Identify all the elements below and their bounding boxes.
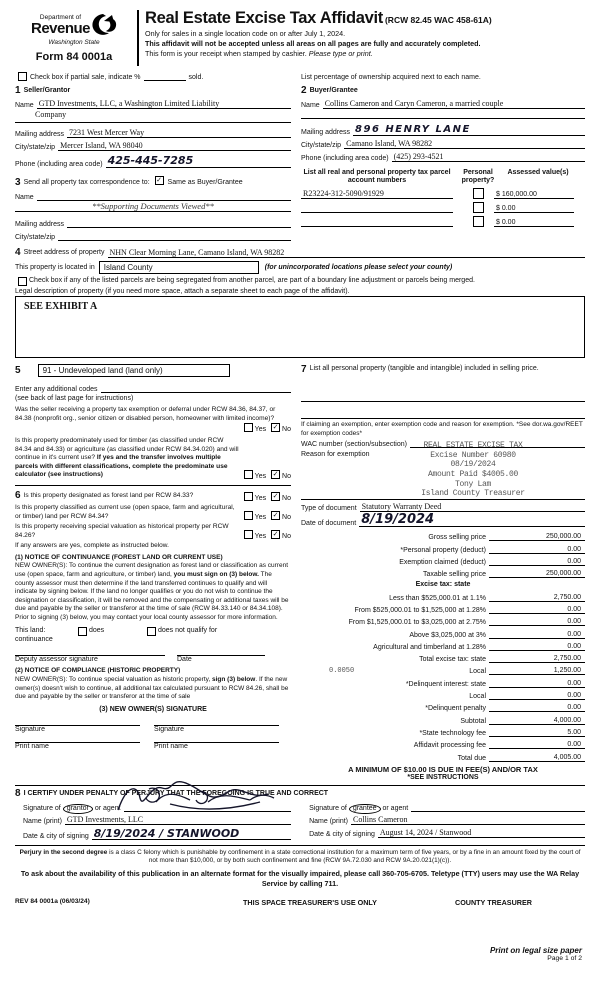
section1-number: 1 — [15, 85, 21, 96]
notice1-body: NEW OWNER(S): To continue the current designation as forest land or classification as current use (open space, farm and agriculture, or timber) land, you must sign on (3) below. The county assessor must then determine if the land transferred continues to qualify and will indicate by signing below. If the land no longer qualifies or you do not wish to continue the designation or classification, it will be removed and the compensating or additional taxes will be due and payable by the seller or transferor at the time of sale (RCW 84.33.140 or 84.34.108). Prior to signing (3) below, you may contact your local county assessor for more information. — [15, 562, 289, 621]
money-row-label: Total excise tax: state — [419, 656, 486, 664]
money-row-label: Local — [469, 668, 486, 676]
money-row-value[interactable]: 5.00 — [489, 729, 585, 737]
personal-property-checkbox[interactable] — [473, 188, 484, 199]
perjury-note: Perjury in the second degree is a class C felony which is punishable by confinement in a state correctional institution for a maximum term of five years, or by a fine in an amount fixed by the court of not more than $10,000, or by both such confinement and fine (RCW 9A.72.030 and RCW 9A.20.021(1)(c)). — [19, 848, 581, 864]
parcel-number-field[interactable] — [301, 226, 453, 227]
timber-question-bold: If yes and the transfer involves multiple parcels with different classifications, complete the predominate use calculator (see instructions) — [15, 454, 228, 479]
buyer-heading: Buyer/Grantee — [309, 87, 358, 94]
signature-label: Signature — [154, 725, 184, 733]
stamp-line: Tony Lam — [454, 479, 491, 489]
yes-label: Yes — [254, 426, 267, 434]
grantee-name-field[interactable]: Collins Cameron — [351, 815, 585, 825]
money-row-value[interactable]: 250,000.00 — [489, 533, 585, 541]
personal-property-field-1[interactable] — [301, 375, 585, 402]
segregated-checkbox[interactable] — [18, 277, 27, 286]
county-treasurer-label: COUNTY TREASURER — [455, 897, 532, 907]
money-row-value[interactable]: 0.00 — [489, 618, 585, 626]
assessed-value-field[interactable]: $ 160,000.00 — [494, 191, 574, 199]
money-row-value[interactable]: 0.00 — [489, 680, 585, 688]
header-note-2: This affidavit will not be accepted unless all areas on all pages are fully and accurately completed. — [145, 39, 481, 49]
grantor-date-label: Date & city of signing — [23, 832, 89, 840]
money-row-label: Above $3,025,000 at 3% — [409, 631, 486, 639]
legal-description-label: Legal description of property (if you need more space, attach a separate sheet to each page of the affidavit). — [15, 288, 350, 295]
section2-number: 2 — [301, 85, 307, 96]
supporting-documents-stamp: **Supporting Documents Viewed** — [15, 201, 291, 212]
current-use-question: Is this property classified as current use (open space, farm and agricultural, or timber) land per RCW 84.34? — [15, 503, 235, 520]
section3-number: 3 — [15, 177, 21, 188]
grantee-signature-field[interactable] — [411, 802, 585, 812]
q6c-no-checkbox[interactable]: ✓ — [272, 531, 279, 539]
no-label: No — [282, 494, 291, 502]
money-row-label: Affidavit processing fee — [413, 742, 486, 750]
type-of-document-label: Type of document — [301, 505, 357, 513]
grantee-sig-label: Signature of grantee or agent — [309, 804, 409, 812]
partial-sold-label: sold. — [188, 74, 204, 81]
header-divider — [137, 10, 139, 66]
section8-number: 8 — [15, 787, 21, 799]
county-note: (for unincorporated locations please select your county) — [264, 264, 453, 271]
section5-number: 5 — [15, 365, 21, 376]
new-owner-signature-title: (3) NEW OWNER(S) SIGNATURE — [99, 705, 207, 713]
notice2-title: (2) NOTICE OF COMPLIANCE (HISTORIC PROPERTY) — [15, 667, 181, 675]
money-row-label: From $525,000.01 to $1,525,000 at 1.28% — [354, 606, 486, 614]
buyer-mailing-label: Mailing address — [301, 129, 351, 136]
section4-number: 4 — [15, 247, 21, 258]
money-row-label: *Delinquent penalty — [425, 705, 486, 713]
codes-note: (see back of last page for instructions) — [15, 395, 134, 402]
partial-percent-field[interactable] — [144, 80, 186, 81]
minimum-due-note: A MINIMUM OF $10.00 IS DUE IN FEE(S) AND/OR TAX — [348, 764, 538, 774]
print-name-label: Print name — [15, 742, 49, 750]
notice2-body: NEW OWNER(S): To continue special valuation as historic property, sign (3) below. If the new owner(s) doesn't wish to continue, all additional tax calculated pursuant to RCW 84.26, shall be due and payable by the seller or transferor at the time of sale — [15, 675, 289, 701]
money-row-value[interactable]: 0.00 — [489, 546, 585, 554]
assessed-value-field[interactable]: $ 0.00 — [494, 219, 574, 227]
same-as-buyer-label: Same as Buyer/Grantee — [167, 179, 243, 186]
yes-label: Yes — [254, 533, 267, 541]
seller-csz-field[interactable]: Mercer Island, WA 98040 — [58, 141, 291, 151]
exemption-note: If claiming an exemption, enter exemption code and reason for exemption. *See dor.wa.gov/REET for exemption codes* — [301, 421, 583, 437]
grantor-date-field[interactable]: 8/19/2024 / STANWOOD — [92, 828, 291, 840]
historic-question: Is this property receiving special valuation as historical property per RCW 84.26? — [15, 523, 229, 539]
page-title: Real Estate Excise Tax Affidavit — [145, 9, 384, 27]
partial-sale-checkbox[interactable] — [18, 72, 27, 81]
ownership-note: List percentage of ownership acquired next to each name. — [301, 74, 481, 81]
no-label: No — [282, 533, 291, 541]
parcel-row — [301, 185, 585, 199]
this-land-label: This land: — [15, 627, 46, 635]
parcel-row — [301, 199, 585, 213]
parcel-table — [301, 169, 585, 227]
money-row-value[interactable]: 0.00 — [489, 692, 585, 700]
header — [15, 8, 585, 66]
money-row-label: From $1,525,000.01 to $3,025,000 at 2.75% — [348, 619, 486, 627]
forest-land-question: Is this property designated as forest land per RCW 84.33? — [23, 491, 194, 499]
personal-property-checkbox[interactable] — [473, 216, 484, 227]
page-number: Page 1 of 2 — [547, 955, 582, 962]
does-checkbox[interactable] — [78, 627, 87, 636]
alternate-format-note: To ask about the availability of this publication in an alternate format for the visually impaired, please call 360-705-6705. Teletype (TTY) users may use the WA Relay Service by calling 711. — [20, 869, 580, 888]
yes-label: Yes — [254, 514, 267, 522]
dor-logo — [15, 8, 133, 63]
located-in-label: This property is located in — [15, 264, 95, 271]
money-row-value[interactable]: 4,000.00 — [489, 717, 585, 725]
date-of-document-field[interactable]: 8/19/2024 — [359, 513, 585, 527]
seller-name-field[interactable]: GTD Investments, LLC, a Washington Limited Liability — [37, 99, 291, 109]
stamp-line: Island County Treasurer — [421, 489, 525, 499]
corr-mailing-label: Mailing address — [15, 221, 65, 228]
partial-sale-label: Check box if partial sale, indicate % — [30, 74, 141, 81]
grantor-name-field[interactable]: GTD Investments, LLC — [65, 815, 291, 825]
personal-property-col-header: Personal property? — [461, 169, 495, 185]
money-row-value[interactable]: 0.00 — [489, 631, 585, 639]
seller-name-field-line2[interactable]: Company — [35, 110, 67, 119]
see-instructions-note: *SEE INSTRUCTIONS — [407, 773, 479, 781]
stamp-line: Excise Number 60980 — [430, 450, 516, 460]
grantee-date-label: Date & city of signing — [309, 830, 375, 838]
legal-description-value: SEE EXHIBIT A — [24, 301, 98, 312]
land-use-code-select[interactable]: 91 - Undeveloped land (land only) — [38, 364, 230, 377]
money-row-label: *Personal property (deduct) — [400, 546, 486, 554]
print-legal-size-note: Print on legal size paper — [489, 946, 582, 955]
deputy-assessor-label: Deputy assessor signature — [15, 656, 98, 664]
legal-description-box[interactable] — [15, 296, 585, 358]
no-label: No — [282, 426, 291, 434]
corr-csz-label: City/state/zip — [15, 234, 56, 241]
corr-mailing-field[interactable] — [67, 218, 291, 228]
buyer-mailing-field[interactable]: 896 HENRY LANE — [353, 124, 585, 136]
money-row-value[interactable]: 0.00 — [489, 741, 585, 749]
buyer-name-field[interactable]: Collins Cameron and Caryn Cameron, a married couple — [323, 99, 585, 109]
corr-csz-field[interactable] — [58, 231, 291, 241]
grantor-signature-field[interactable] — [124, 802, 292, 812]
q2-yes-checkbox[interactable] — [244, 470, 253, 479]
treasurer-use-only-label: THIS SPACE TREASURER'S USE ONLY — [243, 897, 377, 907]
segregated-label: Check box if any of the listed parcels are being segregated from another parcel, are part of a boundary line adjustment or parcels being merged. — [29, 277, 475, 284]
grantee-date-field[interactable]: August 14, 2024 / Stanwood — [378, 828, 585, 838]
certify-heading: I CERTIFY UNDER PENALTY OF PERJURY THAT THE FOREGOING IS TRUE AND CORRECT — [23, 789, 329, 797]
corr-name-label: Name — [15, 194, 34, 201]
stamp-line: 08/19/2024 — [450, 460, 496, 470]
parcel-number-field[interactable] — [301, 212, 453, 213]
money-row-value[interactable]: 0.00 — [489, 606, 585, 614]
excise-tax-state-heading: Excise tax: state — [415, 581, 471, 589]
money-row-label: Subtotal — [460, 717, 486, 725]
q6b-yes-checkbox[interactable] — [244, 511, 253, 520]
exemption-question: Was the seller receiving a property tax exemption or deferral under RCW 84.36, 84.37, or 84.38 (nonprofit org., senior citizen or disabled person, homeowner with limited income)? — [15, 406, 276, 422]
money-row-label: Total due — [457, 754, 486, 762]
parcel-row — [301, 213, 585, 227]
no-label: No — [282, 514, 291, 522]
money-row-label: Exemption claimed (deduct) — [399, 559, 486, 567]
assessed-value-field[interactable]: $ 0.00 — [494, 205, 574, 213]
grantor-sig-label: Signature of grantor or agent — [23, 804, 121, 812]
seller-csz-label: City/state/zip — [15, 144, 56, 151]
money-row-value[interactable]: 0.00 — [489, 643, 585, 651]
q6b-no-checkbox[interactable]: ✓ — [272, 512, 279, 520]
personal-property-checkbox[interactable] — [473, 202, 484, 213]
money-row-value[interactable]: 250,000.00 — [489, 570, 585, 578]
yes-label: Yes — [254, 472, 267, 480]
q2-no-checkbox[interactable]: ✓ — [272, 470, 279, 478]
same-as-buyer-checkbox[interactable]: ✓ — [156, 177, 163, 184]
street-address-label: Street address of property — [23, 249, 105, 256]
dor-swirl-icon — [91, 13, 117, 39]
local-rate-value: 0.0050 — [329, 667, 355, 676]
q6c-yes-checkbox[interactable] — [244, 530, 253, 539]
date-of-document-label: Date of document — [301, 520, 357, 528]
money-row-label: *Delinquent interest: state — [405, 680, 486, 688]
money-row-label: Taxable selling price — [422, 571, 486, 579]
date-label: Date — [177, 656, 192, 664]
continuance-label: continuance — [15, 636, 53, 644]
money-row-value[interactable]: 0.00 — [489, 558, 585, 566]
grantor-circled-word: grantor — [63, 804, 93, 814]
does-not-label: does not qualify for — [158, 627, 218, 635]
q6a-no-checkbox[interactable]: ✓ — [272, 492, 279, 500]
assessed-value-col-header: Assessed value(s) — [507, 169, 569, 176]
money-row-value[interactable]: 2,750.00 — [489, 655, 585, 663]
stamp-line: Amount Paid $4005.00 — [427, 469, 519, 479]
seller-phone-label: Phone (including area code) — [15, 161, 103, 168]
reason-for-exemption-label: Reason for exemption — [301, 451, 370, 459]
money-row-value[interactable]: 4,005.00 — [489, 754, 585, 762]
money-row-value[interactable]: 1,250.00 — [489, 667, 585, 675]
does-label: does — [89, 627, 105, 635]
parcel-number-field[interactable]: R23224-312-5090/91929 — [301, 189, 453, 199]
money-row-label: Local — [469, 693, 486, 701]
money-row-label: Less than $525,000.01 at 1.1% — [389, 594, 486, 602]
additional-codes-field[interactable] — [101, 383, 292, 393]
if-yes-note: If any answers are yes, complete as instructed below. — [15, 542, 169, 550]
additional-codes-label: Enter any additional codes — [15, 386, 98, 393]
grantee-circled-word: grantee — [349, 804, 381, 814]
print-name-label: Print name — [154, 742, 188, 750]
section3-label: Send all property tax correspondence to: — [23, 179, 150, 186]
buyer-phone-label: Phone (including area code) — [301, 155, 389, 162]
logo-revenue-text: Revenue — [30, 20, 91, 37]
q6a-yes-checkbox[interactable] — [244, 492, 253, 501]
seller-mailing-label: Mailing address — [15, 131, 65, 138]
money-row-value[interactable]: 2,750.00 — [489, 594, 585, 602]
type-or-print-note: Please type or print. — [308, 48, 373, 58]
form-number: Form 84 0001a — [35, 51, 113, 63]
corr-name-field[interactable] — [37, 191, 291, 201]
type-of-document-field[interactable]: Statutory Warranty Deed — [360, 502, 585, 512]
seller-heading: Seller/Grantor — [23, 87, 71, 94]
timber-question: Is this property predominately used for timber (as classified under RCW 84.34 and 84.33) or agriculture (as classified under RCW 84.34.020) and will continue in it's current use? If yes and the transfer involves multiple parcels with different classifications, complete the predominate use calculator (see instructions) — [15, 437, 239, 479]
signature-label: Signature — [15, 725, 45, 733]
rev-number: REV 84 0001a (06/03/24) — [15, 897, 90, 905]
money-row-label: Gross selling price — [428, 534, 486, 542]
seller-mailing-field[interactable]: 7231 West Mercer Way — [67, 128, 291, 138]
seller-phone-field[interactable]: 425-445-7285 — [106, 154, 291, 168]
money-row-value[interactable]: 0.00 — [489, 704, 585, 712]
q1-yes-checkbox[interactable] — [244, 423, 253, 432]
wac-number-label: WAC number (section/subsection) — [301, 441, 407, 449]
logo-state-text: Washington State — [48, 39, 100, 46]
personal-property-intro: List all personal property (tangible and intangible) included in selling price. — [309, 365, 539, 372]
q1-no-checkbox[interactable]: ✓ — [272, 424, 279, 432]
header-note-1: Only for sales in a single location code on or after July 1, 2024. — [145, 29, 346, 39]
notice1-title: (1) NOTICE OF CONTINUANCE (FOREST LAND OR CURRENT USE) — [15, 553, 223, 561]
section7-number: 7 — [301, 364, 307, 375]
buyer-name-label: Name — [301, 102, 320, 109]
buyer-phone-field[interactable]: (425) 293-4521 — [392, 152, 585, 162]
no-label: No — [282, 472, 291, 480]
seller-name-label: Name — [15, 102, 34, 109]
buyer-csz-label: City/state/zip — [301, 142, 342, 149]
parcel-col-header: List all real and personal property tax parcel account numbers — [303, 169, 451, 185]
county-select[interactable]: Island County — [99, 261, 259, 274]
rcw-reference: (RCW 82.45 WAC 458-61A) — [384, 15, 492, 25]
money-row-label: *State technology fee — [419, 729, 486, 737]
header-note-3: This form is your receipt when stamped by cashier. Please type or print. — [145, 48, 373, 58]
section6-number: 6 — [15, 489, 21, 501]
yes-label: Yes — [254, 494, 267, 502]
stamp-line: REAL ESTATE EXCISE TAX — [423, 441, 523, 451]
buyer-csz-field[interactable]: Camano Island, WA 98282 — [344, 139, 585, 149]
logo-dept-text: Department of — [39, 14, 82, 21]
treasurer-stamp — [361, 441, 585, 499]
grantee-name-label: Name (print) — [309, 817, 349, 825]
grantor-name-label: Name (print) — [23, 817, 62, 825]
money-row-label: Agricultural and timberland at 1.28% — [373, 643, 486, 651]
street-address-field[interactable]: NHN Clear Morning Lane, Camano Island, WA 98282 — [108, 248, 586, 258]
does-not-checkbox[interactable] — [147, 627, 156, 636]
